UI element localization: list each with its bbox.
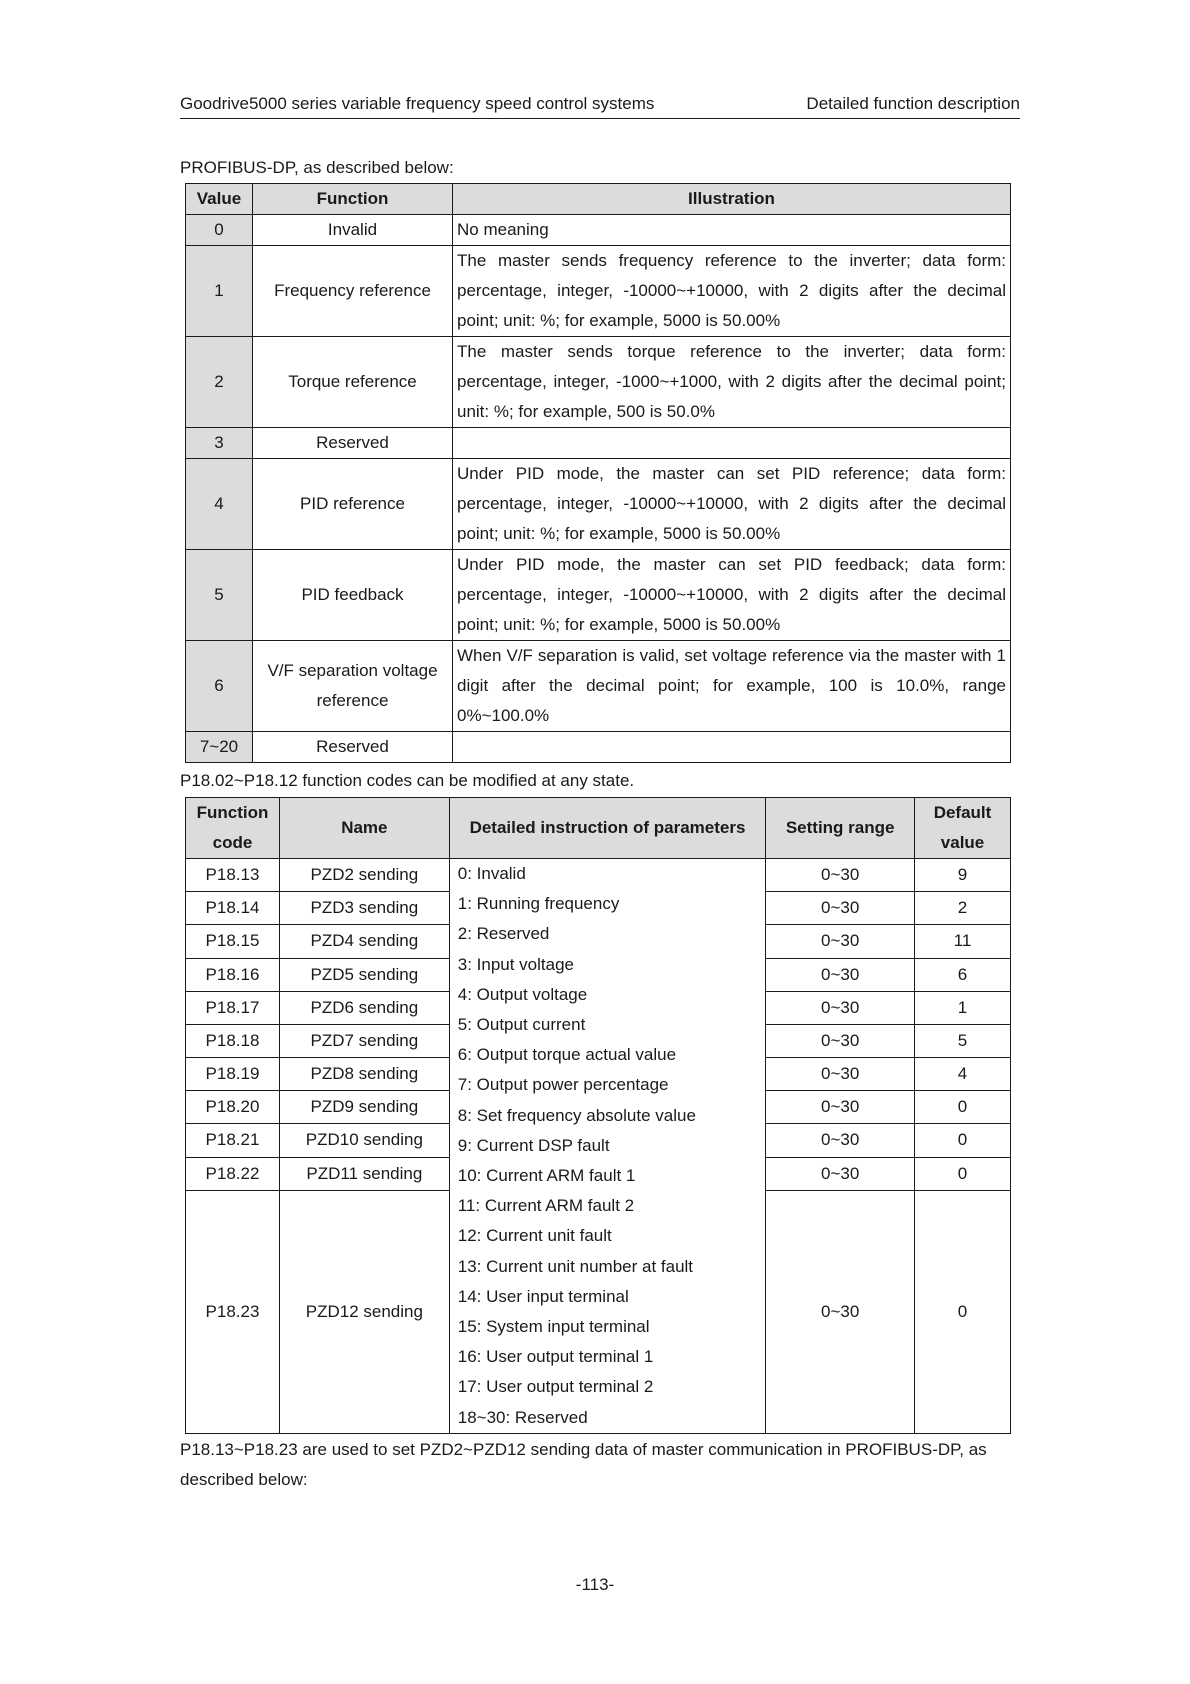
row-function: Torque reference bbox=[253, 337, 453, 428]
row-default: 0 bbox=[915, 1091, 1011, 1124]
table-row bbox=[186, 459, 1011, 550]
row-illustration bbox=[453, 732, 1011, 763]
row-name: PZD5 sending bbox=[279, 958, 449, 991]
row-value: 7~20 bbox=[186, 732, 253, 763]
row-default: 5 bbox=[915, 1024, 1011, 1057]
row-range: 0~30 bbox=[766, 1124, 915, 1157]
detail-line: 15: System input terminal bbox=[457, 1317, 650, 1337]
row-default: 0 bbox=[915, 1190, 1011, 1433]
table-row bbox=[186, 641, 1011, 732]
detail-line: 12: Current unit fault bbox=[457, 1226, 612, 1246]
row-default: 0 bbox=[915, 1157, 1011, 1190]
row-range: 0~30 bbox=[766, 1058, 915, 1091]
col-header-illustration: Illustration bbox=[453, 184, 1011, 215]
row-code: P18.13 bbox=[186, 859, 280, 892]
row-illustration: The master sends frequency reference to the inverter; data form: percentage, integer, -10000~+10000, with 2 digits after the decimal point; unit: %; for example, 5000 is 50.00% bbox=[453, 246, 1011, 337]
row-illustration: Under PID mode, the master can set PID feedback; data form: percentage, integer, -10000~+10000, with 2 digits after the decimal point; unit: %; for example, 5000 is 50.00% bbox=[453, 550, 1011, 641]
row-code: P18.18 bbox=[186, 1024, 280, 1057]
row-code: P18.23 bbox=[186, 1190, 280, 1433]
detail-line: 6: Output torque actual value bbox=[457, 1045, 677, 1065]
row-range: 0~30 bbox=[766, 1157, 915, 1190]
function-code-table bbox=[185, 797, 1011, 1434]
header-title: Goodrive5000 series variable frequency speed control systems bbox=[180, 94, 655, 113]
row-range: 0~30 bbox=[766, 991, 915, 1024]
page-header bbox=[180, 92, 1020, 119]
col-header-range: Setting range bbox=[766, 798, 915, 859]
col-header-default: Default value bbox=[915, 798, 1011, 859]
row-name: PZD10 sending bbox=[279, 1124, 449, 1157]
detail-line: 3: Input voltage bbox=[457, 954, 574, 974]
detail-line: 1: Running frequency bbox=[457, 894, 620, 914]
row-function: PID feedback bbox=[253, 550, 453, 641]
row-default: 11 bbox=[915, 925, 1011, 958]
row-code: P18.20 bbox=[186, 1091, 280, 1124]
row-illustration: Under PID mode, the master can set PID reference; data form: percentage, integer, -10000~+10000, with 2 digits after the decimal point; unit: %; for example, 5000 is 50.00% bbox=[453, 459, 1011, 550]
table-row bbox=[186, 246, 1011, 337]
row-default: 6 bbox=[915, 958, 1011, 991]
row-range: 0~30 bbox=[766, 1091, 915, 1124]
row-value: 6 bbox=[186, 641, 253, 732]
row-range: 0~30 bbox=[766, 1190, 915, 1433]
row-function: Frequency reference bbox=[253, 246, 453, 337]
row-function: Invalid bbox=[253, 215, 453, 246]
row-illustration: The master sends torque reference to the inverter; data form: percentage, integer, -1000~+1000, with 2 digits after the decimal point; unit: %; for example, 500 is 50.0% bbox=[453, 337, 1011, 428]
row-value: 1 bbox=[186, 246, 253, 337]
value-function-table bbox=[185, 183, 1011, 763]
row-illustration bbox=[453, 428, 1011, 459]
row-illustration: No meaning bbox=[453, 215, 1011, 246]
header-section: Detailed function description bbox=[806, 94, 1020, 113]
row-default: 1 bbox=[915, 991, 1011, 1024]
col-header-name: Name bbox=[279, 798, 449, 859]
row-name: PZD2 sending bbox=[279, 859, 449, 892]
row-name: PZD4 sending bbox=[279, 925, 449, 958]
page-number: -113- bbox=[575, 1575, 615, 1594]
detail-line: 10: Current ARM fault 1 bbox=[457, 1166, 636, 1186]
col-header-function: Function bbox=[253, 184, 453, 215]
row-value: 5 bbox=[186, 550, 253, 641]
row-default: 2 bbox=[915, 892, 1011, 925]
detail-line: 0: Invalid bbox=[457, 864, 526, 883]
row-name: PZD11 sending bbox=[279, 1157, 449, 1190]
row-name: PZD8 sending bbox=[279, 1058, 449, 1091]
row-code: P18.19 bbox=[186, 1058, 280, 1091]
detail-line: 7: Output power percentage bbox=[457, 1075, 669, 1095]
row-function: V/F separation voltage reference bbox=[253, 641, 453, 732]
intro-text: PROFIBUS-DP, as described below: bbox=[180, 158, 454, 177]
row-function: Reserved bbox=[253, 428, 453, 459]
row-default: 4 bbox=[915, 1058, 1011, 1091]
row-code: P18.17 bbox=[186, 991, 280, 1024]
detail-line: 16: User output terminal 1 bbox=[457, 1347, 654, 1367]
row-range: 0~30 bbox=[766, 1024, 915, 1057]
row-default: 0 bbox=[915, 1124, 1011, 1157]
row-range: 0~30 bbox=[766, 958, 915, 991]
detail-line: 9: Current DSP fault bbox=[457, 1135, 610, 1155]
detail-line: 13: Current unit number at fault bbox=[457, 1256, 694, 1276]
table-row bbox=[186, 859, 1011, 892]
col-header-value: Value bbox=[186, 184, 253, 215]
row-illustration: When V/F separation is valid, set voltage reference via the master with 1 digit after the decimal point; for example, 100 is 10.0%, range 0%~100.0% bbox=[453, 641, 1011, 732]
row-range: 0~30 bbox=[766, 925, 915, 958]
detail-line: 8: Set frequency absolute value bbox=[457, 1105, 696, 1125]
table-row bbox=[186, 215, 1011, 246]
parameter-details bbox=[449, 859, 766, 1434]
row-default: 9 bbox=[915, 859, 1011, 892]
row-code: P18.15 bbox=[186, 925, 280, 958]
detail-line: 2: Reserved bbox=[457, 924, 550, 944]
detail-line: 11: Current ARM fault 2 bbox=[457, 1196, 635, 1216]
row-function: PID reference bbox=[253, 459, 453, 550]
row-code: P18.21 bbox=[186, 1124, 280, 1157]
row-value: 4 bbox=[186, 459, 253, 550]
detail-line: 18~30: Reserved bbox=[457, 1407, 588, 1427]
row-name: PZD12 sending bbox=[279, 1190, 449, 1433]
row-value: 3 bbox=[186, 428, 253, 459]
detail-line: 14: User input terminal bbox=[457, 1286, 629, 1306]
bottom-note: P18.13~P18.23 are used to set PZD2~PZD12 sending data of master communication in PROFIBUS-DP, as described below: bbox=[180, 1440, 987, 1489]
row-code: P18.16 bbox=[186, 958, 280, 991]
detail-line: 5: Output current bbox=[457, 1015, 586, 1035]
table-row bbox=[186, 428, 1011, 459]
row-name: PZD6 sending bbox=[279, 991, 449, 1024]
col-header-code: Function code bbox=[186, 798, 280, 859]
row-value: 2 bbox=[186, 337, 253, 428]
col-header-detail: Detailed instruction of parameters bbox=[449, 798, 766, 859]
row-range: 0~30 bbox=[766, 892, 915, 925]
detail-line: 4: Output voltage bbox=[457, 984, 588, 1004]
row-function: Reserved bbox=[253, 732, 453, 763]
row-name: PZD3 sending bbox=[279, 892, 449, 925]
row-code: P18.22 bbox=[186, 1157, 280, 1190]
table-row bbox=[186, 732, 1011, 763]
row-name: PZD7 sending bbox=[279, 1024, 449, 1057]
row-name: PZD9 sending bbox=[279, 1091, 449, 1124]
table-row bbox=[186, 550, 1011, 641]
table-row bbox=[186, 337, 1011, 428]
row-code: P18.14 bbox=[186, 892, 280, 925]
mid-note: P18.02~P18.12 function codes can be modified at any state. bbox=[180, 771, 635, 790]
row-range: 0~30 bbox=[766, 859, 915, 892]
row-value: 0 bbox=[186, 215, 253, 246]
detail-line: 17: User output terminal 2 bbox=[457, 1377, 654, 1397]
